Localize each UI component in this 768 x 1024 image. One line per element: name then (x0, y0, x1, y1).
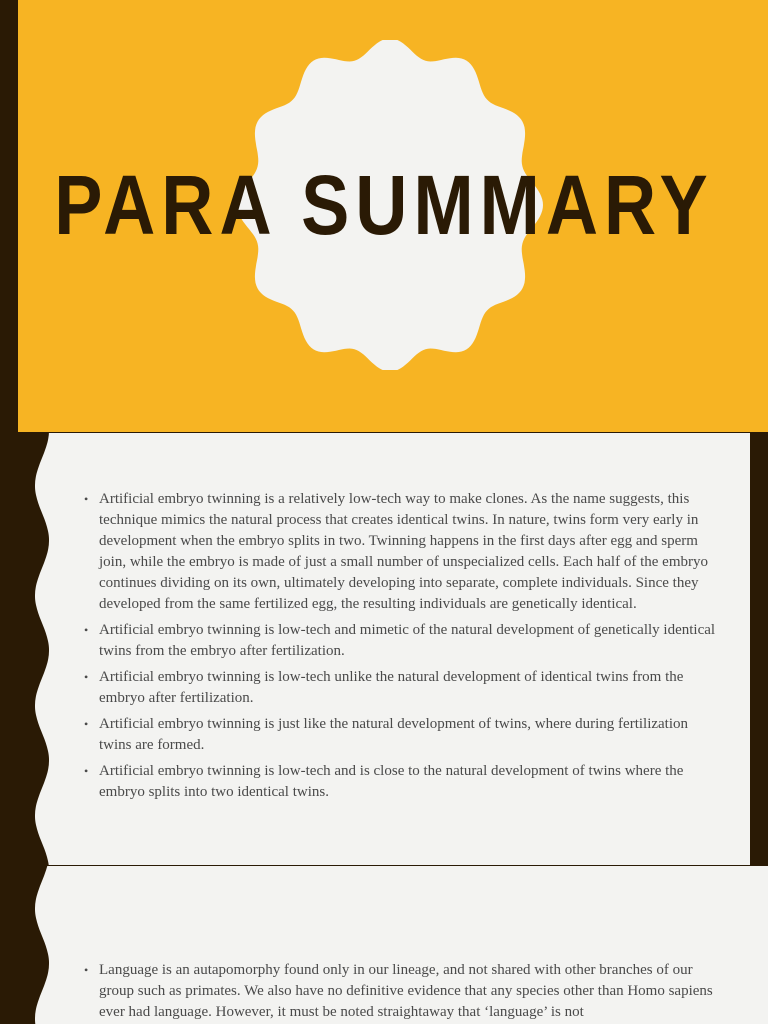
slide-title: PARA SUMMARY (54, 158, 714, 252)
bullet-text: Artificial embryo twinning is low-tech and is close to the natural development of twins where the embryo splits into two identical twins. (99, 763, 684, 800)
bullet-text: Language is an autapomorphy found only in our lineage, and not shared with other branches of our group such as primates. We also have no definitive evidence that any species other than Homo sapiens ever had language. However, it must be noted straightaway that ‘language’ is not (99, 962, 713, 1020)
bullet-text: Artificial embryo twinning is a relatively low-tech way to make clones. As the name suggests, this technique mimics the natural process that creates identical twins. In nature, twins form very early in development when the embryo splits in two. Twinning happens in the first days after egg and sperm join, while the embryo is made of just a small number of unspecialized cells. Each half of the embryo continues dividing on its own, ultimately developing into separate, complete individuals. Since they developed from the same fertilized egg, the resulting individuals are genetically identical. (99, 491, 708, 612)
bullet-glyph: • (84, 717, 89, 731)
content-slide-1 (0, 433, 768, 865)
bullet-glyph: • (84, 492, 89, 506)
bullet-text: Artificial embryo twinning is low-tech unlike the natural development of identical twins from the embryo after fertilization. (99, 669, 684, 706)
bullet-glyph: • (84, 963, 89, 977)
bullet-text: Artificial embryo twinning is low-tech and mimetic of the natural development of genetically identical twins from the embryo after fertilization. (99, 622, 716, 659)
list-item (84, 960, 716, 1023)
bullet-text: Artificial embryo twinning is just like the natural development of twins, where during fertilization twins are formed. (99, 716, 689, 753)
list-item (84, 761, 716, 803)
list-item (84, 620, 716, 662)
bullet-list (84, 489, 716, 808)
bullet-glyph: • (84, 623, 89, 637)
list-item (84, 489, 716, 615)
bullet-glyph: • (84, 670, 89, 684)
bullet-glyph: • (84, 764, 89, 778)
bullet-list (84, 960, 716, 1024)
list-item (84, 667, 716, 709)
left-edge-bar (0, 0, 18, 432)
title-slide (0, 0, 768, 432)
list-item (84, 714, 716, 756)
content-slide-2 (0, 866, 768, 1024)
